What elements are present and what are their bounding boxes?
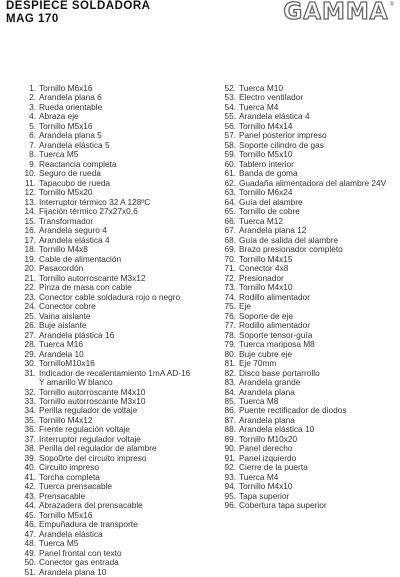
part-name: Soporte cilindro de gas bbox=[239, 139, 324, 150]
part-number: 75. bbox=[224, 301, 236, 312]
part-number: 56. bbox=[224, 120, 236, 131]
part-number: 51. bbox=[24, 566, 36, 577]
part-number: 72. bbox=[224, 272, 236, 283]
part-name: Arandela plana 12 bbox=[239, 225, 307, 236]
part-number: 16. bbox=[24, 225, 36, 236]
part-number: 10. bbox=[24, 168, 36, 179]
part-name: Arandela elástica bbox=[39, 528, 103, 539]
list-item bbox=[12, 369, 208, 388]
part-name: Cobertura tapa superior bbox=[239, 500, 327, 511]
part-number: 53. bbox=[224, 92, 236, 103]
part-name: Disco base portarrollo bbox=[239, 367, 320, 378]
part-name: Conector cable soldadura rojo o negro bbox=[39, 291, 181, 302]
part-name: Tuerca M8 bbox=[239, 395, 279, 406]
part-name: Circuito impreso bbox=[39, 462, 99, 473]
part-name: Fijación térmico 27x27x0,6 bbox=[39, 206, 138, 217]
part-number: 30. bbox=[24, 358, 36, 369]
part-number: 38. bbox=[24, 443, 36, 454]
part-number: 74. bbox=[224, 291, 236, 302]
part-number: 47. bbox=[24, 528, 36, 539]
part-name: Perilla regulador de voltaje bbox=[39, 405, 138, 416]
part-number: 59. bbox=[224, 149, 236, 160]
part-name: Presionador bbox=[239, 272, 284, 283]
part-name: Pasacordón bbox=[39, 263, 84, 274]
part-name: Buje cubre eje bbox=[239, 348, 293, 359]
part-name: Tornillo M6x24 bbox=[239, 187, 293, 198]
part-name: Tornillo M4x12 bbox=[39, 414, 93, 425]
part-number: 43. bbox=[24, 490, 36, 501]
part-number: 67. bbox=[224, 225, 236, 236]
part-number: 62. bbox=[224, 177, 236, 188]
list-item bbox=[12, 568, 208, 577]
part-name: Buje aislante bbox=[39, 320, 87, 331]
part-number: 21. bbox=[24, 272, 36, 283]
part-number: 90. bbox=[224, 443, 236, 454]
part-name: Arandela plástica 16 bbox=[39, 329, 115, 340]
part-number: 81. bbox=[224, 358, 236, 369]
part-name: Prensacable bbox=[39, 490, 86, 501]
parts-column-right bbox=[212, 84, 398, 511]
part-number: 85. bbox=[224, 395, 236, 406]
part-number: 65. bbox=[224, 206, 236, 217]
part-number: 19. bbox=[24, 253, 36, 264]
part-number: 93. bbox=[224, 471, 236, 482]
part-number: 58. bbox=[224, 139, 236, 150]
part-number: 77. bbox=[224, 320, 236, 331]
part-number: 14. bbox=[24, 206, 36, 217]
part-name: TornilloM10x16 bbox=[39, 358, 95, 369]
part-name: Cable de alimentación bbox=[39, 253, 122, 264]
logo-text: GAMMA bbox=[283, 0, 389, 25]
part-name: Indicador de recalentamiento 1mA AD-16 Y amarillo W blanco bbox=[39, 367, 191, 388]
part-name: Conector 4x8 bbox=[239, 263, 289, 274]
part-number: 2. bbox=[29, 92, 36, 103]
part-name: Tablero interior bbox=[239, 158, 294, 169]
part-name: Transformador bbox=[39, 215, 94, 226]
part-number: 71. bbox=[224, 263, 236, 274]
part-number: 9. bbox=[29, 158, 36, 169]
part-number: 22. bbox=[24, 282, 36, 293]
part-name: Banda de goma bbox=[239, 168, 298, 179]
part-name: Abrazadera del prensacable bbox=[39, 500, 143, 511]
part-number: 3. bbox=[29, 101, 36, 112]
part-name: Empuñadura de transporte bbox=[39, 519, 138, 530]
part-number: 27. bbox=[24, 329, 36, 340]
part-name: Tapa superior bbox=[239, 490, 290, 501]
part-number: 8. bbox=[29, 149, 36, 160]
part-number: 23. bbox=[24, 291, 36, 302]
part-name: Tuerca M5 bbox=[39, 538, 79, 549]
part-name: Torcha completa bbox=[39, 471, 100, 482]
document-title bbox=[6, 0, 150, 25]
part-name: Tornillo M5x16 bbox=[39, 120, 93, 131]
part-name: Interruptor térmico 32 A 128ºC bbox=[39, 196, 151, 207]
part-number: 73. bbox=[224, 282, 236, 293]
part-name: Tuerca M5 bbox=[39, 149, 79, 160]
part-name: Tornillo M5x20 bbox=[39, 187, 93, 198]
part-number: 39. bbox=[24, 452, 36, 463]
part-name: Arandela elástica 4 bbox=[39, 234, 110, 245]
part-number: 86. bbox=[224, 405, 236, 416]
part-number: 4. bbox=[29, 111, 36, 122]
part-name: Tornillo M10x20 bbox=[239, 433, 298, 444]
part-number: 31. bbox=[24, 367, 36, 378]
part-number: 17. bbox=[24, 234, 36, 245]
part-name: Interruptor regulador voltaje bbox=[39, 433, 141, 444]
part-number: 91. bbox=[224, 452, 236, 463]
part-number: 20. bbox=[24, 263, 36, 274]
part-name: Perilla del regulador de alambre bbox=[39, 443, 157, 454]
part-name: Arandela plana 10 bbox=[39, 566, 107, 577]
part-number: 26. bbox=[24, 320, 36, 331]
part-number: 63. bbox=[224, 187, 236, 198]
part-number: 42. bbox=[24, 481, 36, 492]
part-number: 57. bbox=[224, 130, 236, 141]
part-name: Eje bbox=[239, 301, 251, 312]
title-line-2: MAG 170 bbox=[6, 12, 59, 25]
part-number: 68. bbox=[224, 234, 236, 245]
part-name: Sopo0rte del circuito impreso bbox=[39, 452, 147, 463]
part-name: Conector cobre bbox=[39, 301, 96, 312]
part-number: 61. bbox=[224, 168, 236, 179]
part-name: Tornillo M4x10 bbox=[239, 481, 293, 492]
part-name: Arandela seguro 4 bbox=[39, 225, 107, 236]
part-number: 15. bbox=[24, 215, 36, 226]
part-number: 60. bbox=[224, 158, 236, 169]
part-name: Tornillo M5x16 bbox=[39, 509, 93, 520]
part-name: Guía del alambre bbox=[239, 196, 303, 207]
part-number: 32. bbox=[24, 386, 36, 397]
part-number: 37. bbox=[24, 433, 36, 444]
part-name: Tornillo M4x14 bbox=[239, 120, 293, 131]
part-name: Seguro de rueda bbox=[39, 168, 101, 179]
part-number: 24. bbox=[24, 301, 36, 312]
part-number: 83. bbox=[224, 377, 236, 388]
part-name: Arandela plana bbox=[239, 386, 295, 397]
part-name: Tuerca M10 bbox=[239, 83, 283, 93]
part-number: 44. bbox=[24, 500, 36, 511]
part-number: 89. bbox=[224, 433, 236, 444]
part-number: 64. bbox=[224, 196, 236, 207]
part-name: Tornillo M4x8 bbox=[39, 244, 88, 255]
part-name: Pinza de masa con cable bbox=[39, 282, 132, 293]
part-name: Arandela plana bbox=[239, 414, 295, 425]
part-name: Tuerca prensacable bbox=[39, 481, 113, 492]
part-number: 88. bbox=[224, 424, 236, 435]
part-number: 33. bbox=[24, 395, 36, 406]
part-name: Panel derecho bbox=[239, 443, 293, 454]
part-name: Tornillo M5x10 bbox=[239, 149, 293, 160]
part-number: 69. bbox=[224, 244, 236, 255]
part-name: Soporte tensor-guía bbox=[239, 329, 313, 340]
part-name: Puente rectificador de diodos bbox=[239, 405, 347, 416]
registered-mark: ® bbox=[389, 2, 394, 8]
part-number: 80. bbox=[224, 348, 236, 359]
part-number: 5. bbox=[29, 120, 36, 131]
part-number: 79. bbox=[224, 339, 236, 350]
part-number: 12. bbox=[24, 187, 36, 198]
part-name: Soporte de eje bbox=[239, 310, 293, 321]
part-number: 1. bbox=[29, 83, 36, 93]
part-name: Arandela 10 bbox=[39, 348, 84, 359]
part-number: 76. bbox=[224, 310, 236, 321]
list-item bbox=[212, 501, 398, 510]
part-number: 78. bbox=[224, 329, 236, 340]
part-number: 6. bbox=[29, 130, 36, 141]
part-name: Vaina aislante bbox=[39, 310, 91, 321]
part-number: 70. bbox=[224, 253, 236, 264]
part-name: Tuerca mariposa M8 bbox=[239, 339, 315, 350]
part-number: 49. bbox=[24, 547, 36, 558]
part-number: 94. bbox=[224, 481, 236, 492]
part-number: 25. bbox=[24, 310, 36, 321]
part-number: 66. bbox=[224, 215, 236, 226]
part-name: Panel frontal con texto bbox=[39, 547, 122, 558]
part-name: Arandela plana 5 bbox=[39, 130, 102, 141]
part-name: Eje 70mm bbox=[239, 358, 277, 369]
part-number: 29. bbox=[24, 348, 36, 359]
part-number: 87. bbox=[224, 414, 236, 425]
part-number: 35. bbox=[24, 414, 36, 425]
part-number: 28. bbox=[24, 339, 36, 350]
part-name: Rodillo alimentador bbox=[239, 320, 311, 331]
part-name: Cierre de la puerta bbox=[239, 462, 308, 473]
part-number: 34. bbox=[24, 405, 36, 416]
part-number: 45. bbox=[24, 509, 36, 520]
part-name: Panel posterior impreso bbox=[239, 130, 327, 141]
part-number: 13. bbox=[24, 196, 36, 207]
part-name: Tornillo M6x16 bbox=[39, 83, 93, 93]
part-number: 46. bbox=[24, 519, 36, 530]
part-number: 84. bbox=[224, 386, 236, 397]
part-number: 40. bbox=[24, 462, 36, 473]
part-name: Frente regulación voltaje bbox=[39, 424, 130, 435]
part-name: Tornillo autorroscante M3x10 bbox=[39, 395, 146, 406]
part-number: 96. bbox=[224, 500, 236, 511]
part-number: 41. bbox=[24, 471, 36, 482]
part-name: Tuerca M4 bbox=[239, 101, 279, 112]
part-name: Electro ventilador bbox=[239, 92, 304, 103]
part-name: Panel izquierdo bbox=[239, 452, 297, 463]
part-name: Arandela plana 6 bbox=[39, 92, 102, 103]
part-number: 95. bbox=[224, 490, 236, 501]
part-name: Tornillo de cobre bbox=[239, 206, 300, 217]
part-name: Tapacubo de rueda bbox=[39, 177, 111, 188]
part-name: Arandela elástica 5 bbox=[39, 139, 110, 150]
part-number: 55. bbox=[224, 111, 236, 122]
part-number: 50. bbox=[24, 557, 36, 568]
part-number: 11. bbox=[25, 177, 36, 188]
part-number: 82. bbox=[224, 367, 236, 378]
title-line-1: DESPIECE SOLDADORA bbox=[6, 0, 151, 12]
part-name: Guadaña alimentadora del alambre 24V bbox=[239, 177, 387, 188]
part-number: 52. bbox=[224, 83, 236, 93]
part-name: Rodillo alimentador bbox=[239, 291, 311, 302]
part-name: Tuerca M12 bbox=[239, 215, 283, 226]
part-name: Tornillo autorroscante M4x10 bbox=[39, 386, 146, 397]
part-name: Rueda orientable bbox=[39, 101, 103, 112]
part-number: 54. bbox=[224, 101, 236, 112]
part-name: Arandela elástica 10 bbox=[239, 424, 315, 435]
part-name: Tuerca M4 bbox=[239, 471, 279, 482]
part-name: Tornillo M4x15 bbox=[239, 253, 293, 264]
part-name: Arandela grande bbox=[239, 377, 301, 388]
part-name: Conector gas entrada bbox=[39, 557, 119, 568]
part-name: Tornillo autorroscante M3x12 bbox=[39, 272, 146, 283]
part-name: Guía de salida del alambre bbox=[239, 234, 339, 245]
part-number: 18. bbox=[24, 244, 36, 255]
parts-column-left bbox=[12, 84, 208, 577]
part-name: Reactancia completa bbox=[39, 158, 117, 169]
part-number: 7. bbox=[29, 139, 36, 150]
part-number: 48. bbox=[24, 538, 36, 549]
part-name: Tornillo M4x10 bbox=[239, 282, 293, 293]
part-name: Abraza eje bbox=[39, 111, 79, 122]
gamma-logo bbox=[283, 0, 394, 24]
part-name: Brazo presionador completo bbox=[239, 244, 343, 255]
part-name: Tuerca M16 bbox=[39, 339, 83, 350]
part-number: 92. bbox=[224, 462, 236, 473]
part-number: 36. bbox=[24, 424, 36, 435]
part-name: Arandela elástica 4 bbox=[239, 111, 310, 122]
